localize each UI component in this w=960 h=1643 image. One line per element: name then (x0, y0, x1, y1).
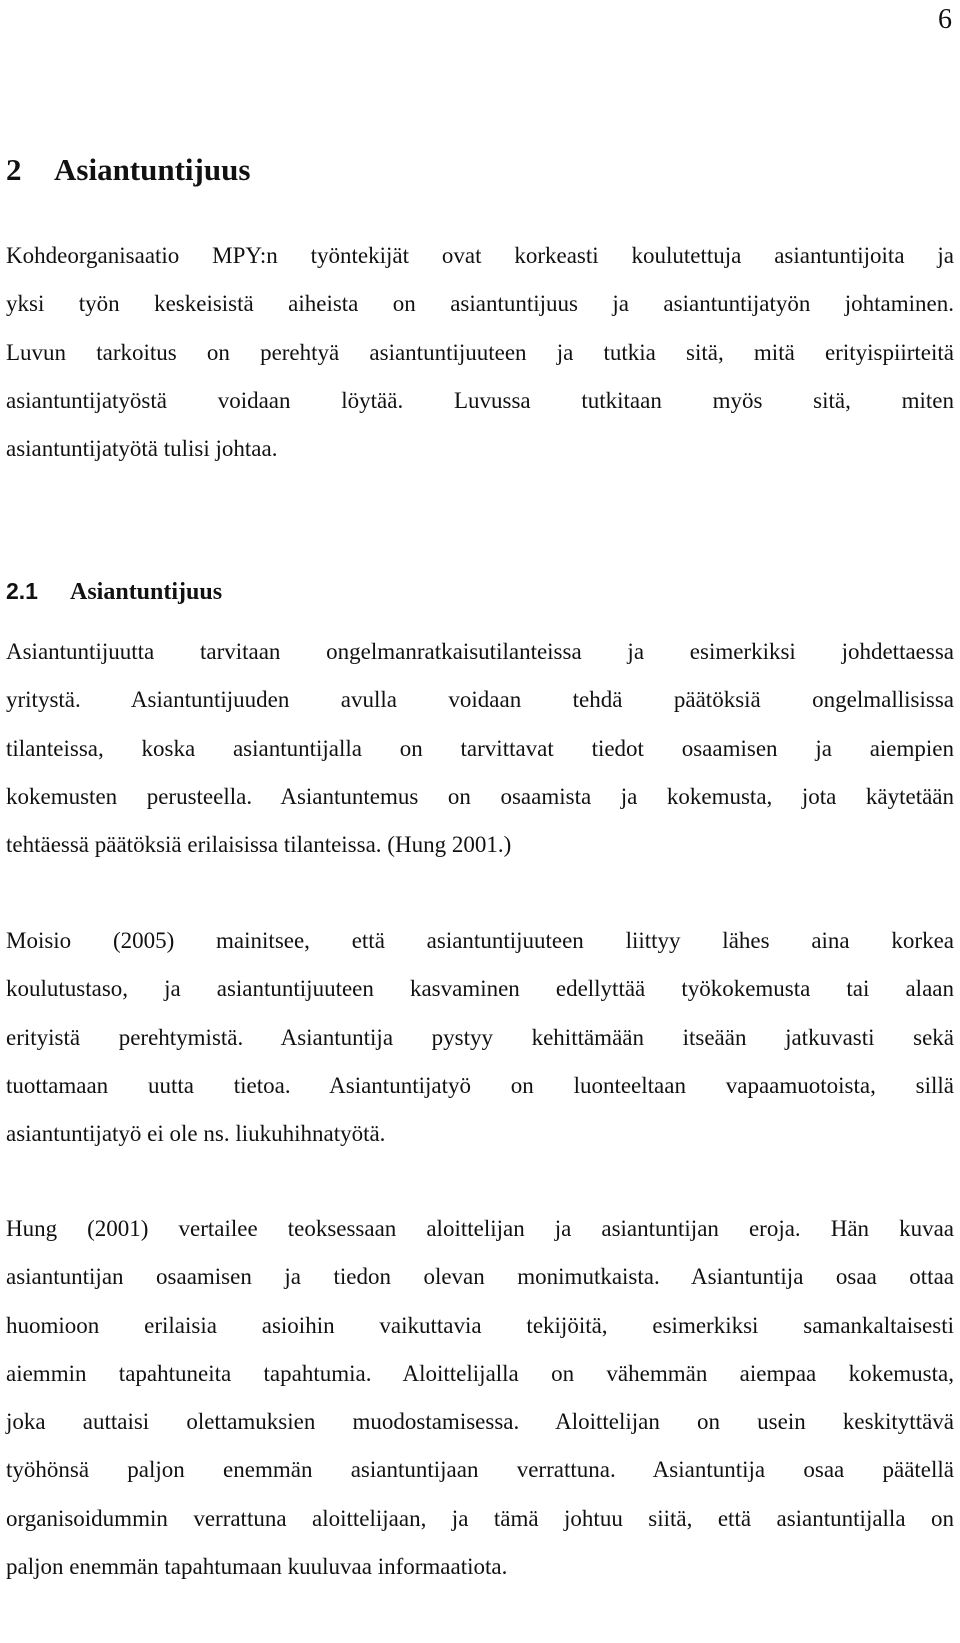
text-line: aiemmin tapahtuneita tapahtumia. Aloittelijalla on vähemmän aiempaa kokemusta, (6, 1360, 954, 1386)
text-line: työhönsä paljon enemmän asiantuntijaan verrattuna. Asiantuntija osaa päätellä (6, 1457, 954, 1483)
text-line: Luvun tarkoitus on perehtyä asiantuntijuuteen ja tutkia sitä, mitä erityispiirteitä (6, 339, 954, 365)
text-line: joka auttaisi olettamuksien muodostamisessa. Aloittelijan on usein keskityttävä (6, 1409, 954, 1435)
text-line: tuottamaan uutta tietoa. Asiantuntijatyö on luonteeltaan vapaamuotoista, sillä (6, 1072, 954, 1098)
section-heading (6, 575, 222, 608)
text-line: Hung (2001) vertailee teoksessaan aloittelijan ja asiantuntijan eroja. Hän kuvaa (6, 1216, 954, 1241)
text-line: paljon enemmän tapahtumaan kuuluvaa informaatiota. (6, 1554, 508, 1580)
chapter-number: 2 (6, 152, 22, 187)
text-line: asiantuntijan osaamisen ja tiedon olevan monimutkaista. Asiantuntija osaa ottaa (6, 1264, 954, 1290)
text-line: huomioon erilaisia asioihin vaikuttavia tekijöitä, esimerkiksi samankaltaisesti (6, 1312, 954, 1338)
section-title: Asiantuntijuus (70, 579, 223, 605)
text-line: tilanteissa, koska asiantuntijalla on tarvittavat tiedot osaamisen ja aiempien (6, 735, 954, 761)
chapter-title: Asiantuntijuus (54, 152, 251, 187)
chapter-heading (6, 150, 250, 190)
text-line: kokemusten perusteella. Asiantuntemus on osaamista ja kokemusta, jota käytetään (6, 783, 954, 809)
text-line: Asiantuntijuutta tarvitaan ongelmanratkaisutilanteissa ja esimerkiksi johdettaessa (6, 639, 954, 664)
text-line: koulutustaso, ja asiantuntijuuteen kasvaminen edellyttää työkokemusta tai alaan (6, 976, 954, 1002)
text-line: asiantuntijatyötä tulisi johtaa. (6, 436, 278, 462)
text-line: Moisio (2005) mainitsee, että asiantuntijuuteen liittyy lähes aina korkea (6, 928, 954, 953)
text-line: asiantuntijatyö ei ole ns. liukuhihnatyötä. (6, 1121, 386, 1147)
text-line: tehtäessä päätöksiä erilaisissa tilanteissa. (Hung 2001.) (6, 832, 512, 858)
section-number: 2.1 (6, 578, 38, 604)
intro-paragraph (6, 232, 954, 473)
text-line: erityistä perehtymistä. Asiantuntija pystyy kehittämään itseään jatkuvasti sekä (6, 1024, 954, 1050)
text-line: organisoidummin verrattuna aloittelijaan, ja tämä johtuu siitä, että asiantuntijalla on (6, 1505, 954, 1531)
section-paragraph-1 (6, 628, 954, 869)
page-number: 6 (938, 4, 952, 35)
text-line: Kohdeorganisaatio MPY:n työntekijät ovat korkeasti koulutettuja asiantuntijoita ja (6, 243, 954, 268)
text-line: asiantuntijatyöstä voidaan löytää. Luvussa tutkitaan myös sitä, miten (6, 387, 954, 413)
section-paragraph-3 (6, 1205, 954, 1591)
text-line: yritystä. Asiantuntijuuden avulla voidaan tehdä päätöksiä ongelmallisissa (6, 687, 954, 713)
text-line: yksi työn keskeisistä aiheista on asiantuntijuus ja asiantuntijatyön johtaminen. (6, 291, 954, 317)
section-paragraph-2 (6, 917, 954, 1158)
